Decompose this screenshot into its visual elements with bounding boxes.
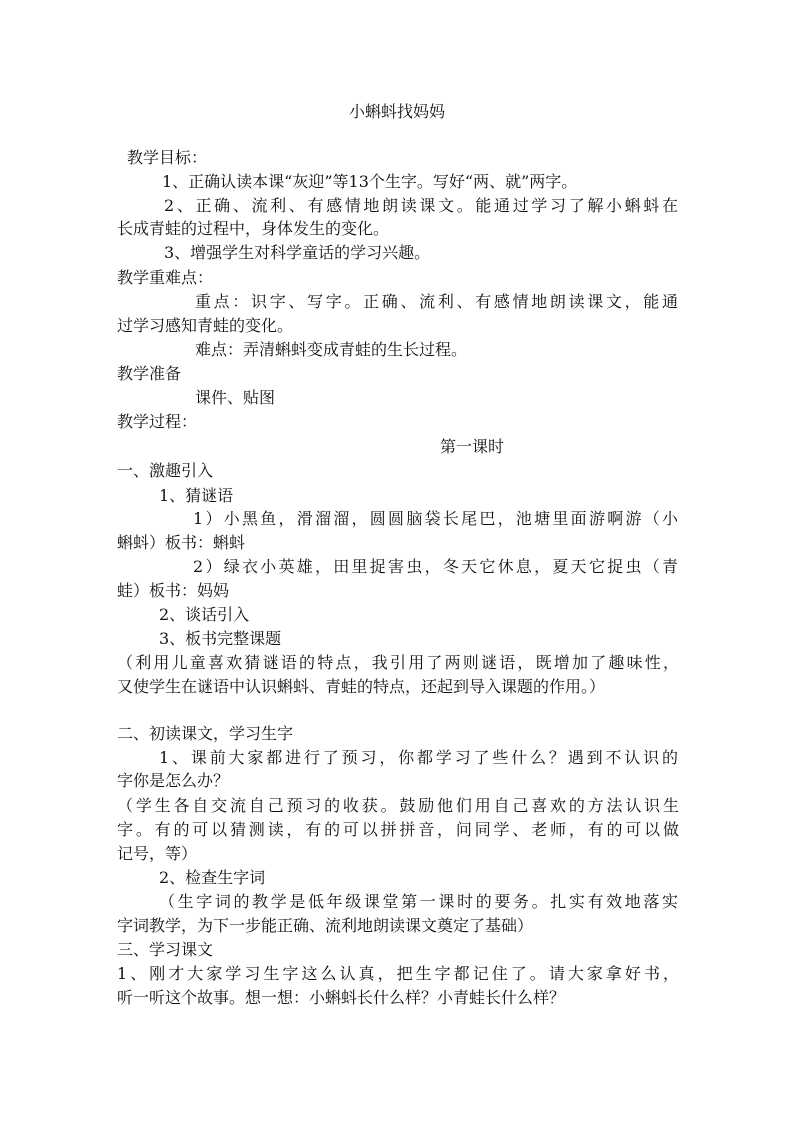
- section-2-heading: 二、初读课文，学习生字: [117, 724, 294, 743]
- section-2-note-line-2: 字。有的可以猜测读，有的可以拼拼音，问同学、老师，有的可以做: [117, 820, 679, 839]
- keypoint-focus-line-1: 重点：识字、写字。正确、流利、有感情地朗读课文，能通: [195, 292, 678, 311]
- section-1-note-line-2: 又使学生在谜语中认识蝌蚪、青蛙的特点，还起到导入课题的作用。）: [117, 677, 606, 696]
- section-2-question-line-1: 1、课前大家都进行了预习，你都学习了些什么？遇到不认识的: [159, 748, 678, 767]
- keypoints-heading: 教学重难点：: [117, 268, 214, 287]
- section-1-note-line-1: （利用儿童喜欢猜谜语的特点，我引用了两则谜语，既增加了趣味性，: [117, 653, 679, 672]
- section-2-step-2: 2、检查生字词: [159, 868, 266, 887]
- keypoint-focus-line-2: 过学习感知青蛙的变化。: [117, 316, 294, 335]
- section-3-para-line-1: 1、刚才大家学习生字这么认真，把生字都记住了。请大家拿好书，: [117, 964, 679, 983]
- riddle-2-line-2: 蛙）板书：妈妈: [117, 581, 230, 600]
- prep-heading: 教学准备: [117, 364, 182, 383]
- section-1-heading: 一、激趣引入: [117, 461, 214, 480]
- process-heading: 教学过程：: [117, 412, 198, 431]
- keypoint-difficulty: 难点：弄清蝌蚪变成青蛙的生长过程。: [195, 340, 468, 359]
- section-1-step-3: 3、板书完整课题: [159, 629, 282, 648]
- section-2-note2-line-2: 字词教学，为下一步能正确、流利地朗读课文奠定了基础）: [117, 916, 534, 935]
- objective-3: 3、增强学生对科学童话的学习兴趣。: [164, 243, 431, 262]
- riddle-2-line-1: 2）绿衣小英雄，田里捉害虫，冬天它休息，夏天它捉虫（青: [193, 557, 678, 576]
- objective-2-line-2: 长成青蛙的过程中，身体发生的变化。: [117, 219, 390, 238]
- section-3-para-line-2: 听一听这个故事。想一想：小蝌蚪长什么样？小青蛙长什么样？: [117, 988, 566, 1007]
- objective-2-line-1: 2、正确、流利、有感情地朗读课文。能通过学习了解小蝌蚪在: [164, 196, 678, 215]
- section-2-note2-line-1: （生字词的教学是低年级课堂第一课时的要务。扎实有效地落实: [159, 892, 678, 911]
- document-title: 小蝌蚪找妈妈: [348, 102, 445, 121]
- section-2-question-line-2: 字你是怎么办？: [117, 771, 230, 790]
- section-1-step-1: 1、猜谜语: [159, 486, 234, 505]
- section-2-note-line-1: （学生各自交流自己预习的收获。鼓励他们用自己喜欢的方法认识生: [117, 796, 679, 815]
- section-2-note-line-3: 记号，等）: [117, 844, 198, 863]
- riddle-1-line-2: 蝌蚪）板书：蝌蚪: [117, 533, 246, 552]
- section-3-heading: 三、学习课文: [117, 940, 214, 959]
- objectives-heading: 教学目标：: [127, 148, 208, 167]
- lesson-label: 第一课时: [440, 437, 505, 456]
- objective-1: 1、正确认读本课“灰迎”等13个生字。写好“两、就”两字。: [162, 172, 578, 191]
- riddle-1-line-1: 1）小黑鱼，滑溜溜，圆圆脑袋长尾巴，池塘里面游啊游（小: [193, 509, 678, 528]
- section-1-step-2: 2、谈话引入: [159, 605, 250, 624]
- prep-items: 课件、贴图: [195, 388, 276, 407]
